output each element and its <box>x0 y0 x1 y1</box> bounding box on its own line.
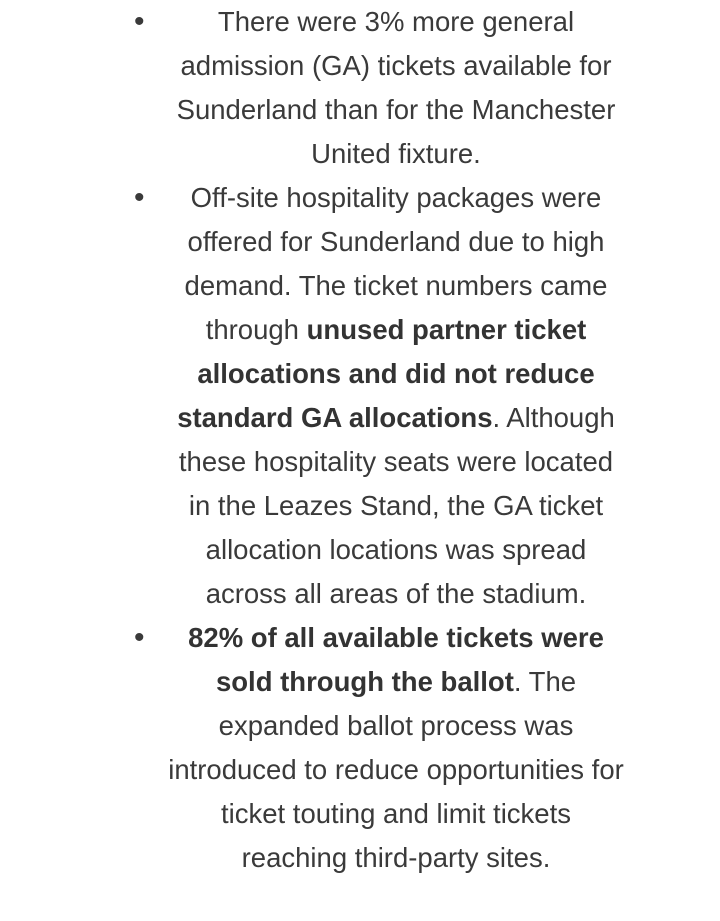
text-segment: . Although these hospitality seats were located in the Leazes Stand, the GA ticket allocation locations was spread across all areas of the stadium. <box>178 402 615 609</box>
list-item <box>0 176 720 616</box>
bullet-text <box>168 176 624 616</box>
bold-text-segment: unused partner ticket allocations and did not reduce standard GA allocations <box>177 314 595 433</box>
bold-text-segment: 82% of all available tickets were sold through the ballot <box>188 622 604 697</box>
text-segment: . The expanded ballot process was introduced to reduce opportunities for ticket touting and limit tickets reaching third-party sites. <box>168 666 624 873</box>
bullet-text <box>168 0 624 176</box>
bullet-icon: • <box>134 621 145 654</box>
list-item <box>0 616 720 880</box>
bullet-icon: • <box>134 5 145 38</box>
bullet-text <box>168 616 624 880</box>
bullet-icon: • <box>134 181 145 214</box>
text-segment: There were 3% more general admission (GA) tickets available for Sunderland than for the Manchester United fixture. <box>176 6 616 169</box>
list-item <box>0 0 720 176</box>
text-segment: Off-site hospitality packages were offered for Sunderland due to high demand. The ticket numbers came through <box>184 182 608 345</box>
